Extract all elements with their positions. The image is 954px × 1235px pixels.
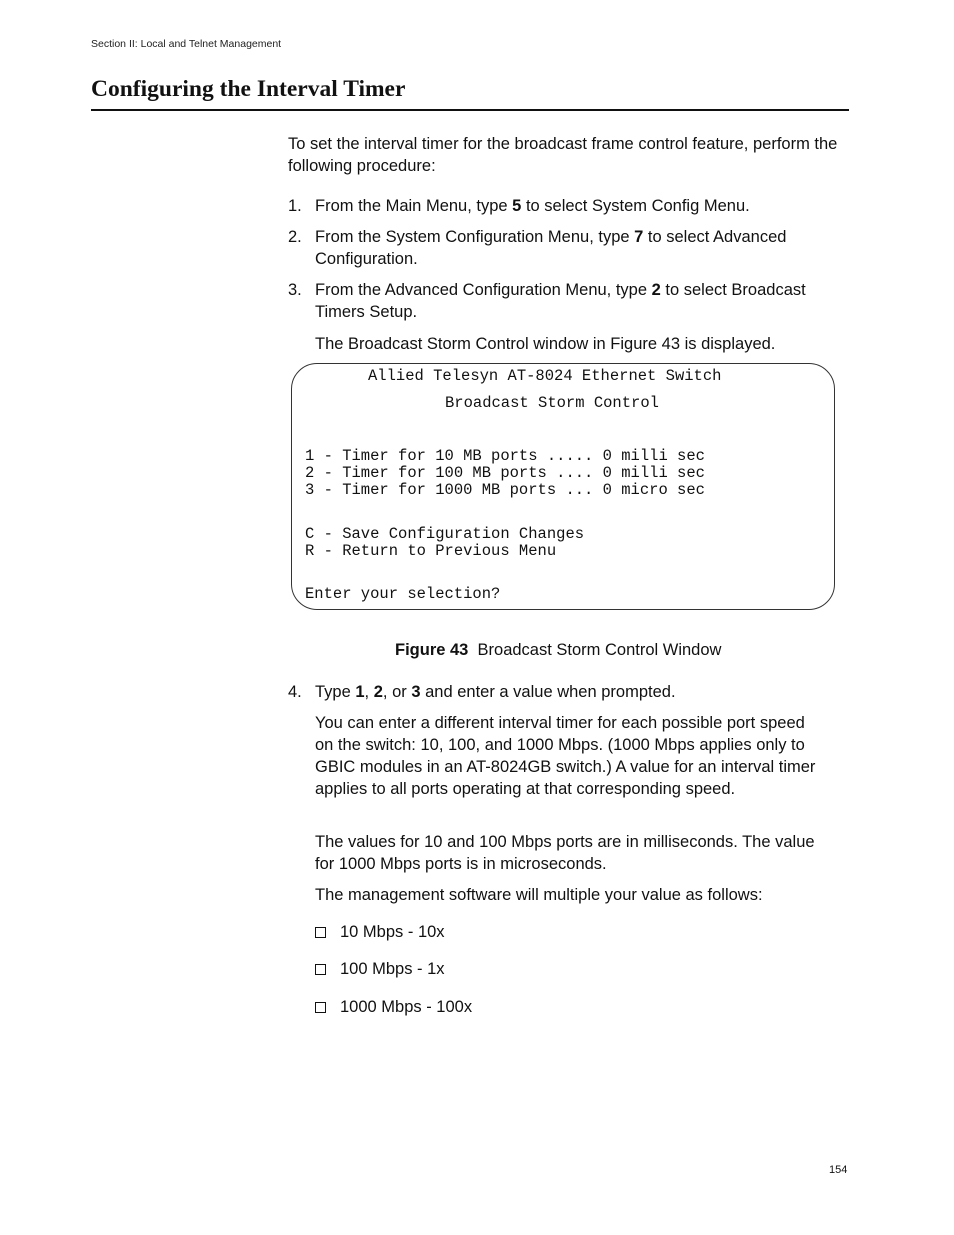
terminal-subtitle: Broadcast Storm Control: [445, 394, 659, 412]
step-1-number: 1.: [288, 197, 302, 215]
section-header: Section II: Local and Telnet Management: [91, 38, 282, 50]
figure-caption-text: Broadcast Storm Control Window: [477, 641, 722, 659]
page-number: 154: [829, 1164, 848, 1176]
step-3-text: From the Advanced Configuration Menu, type 2 to select Broadcast Timers Setup.: [315, 281, 806, 321]
checkbox-bullet-icon: [315, 964, 326, 975]
terminal-option-2: 2 - Timer for 100 MB ports .... 0 milli sec: [305, 464, 705, 482]
step-2-number: 2.: [288, 228, 302, 246]
paragraph-units: The values for 10 and 100 Mbps ports are in milliseconds. The value for 1000 Mbps ports is in microseconds.: [315, 833, 815, 873]
step-2-key: 7: [634, 228, 644, 246]
terminal-title: Allied Telesyn AT-8024 Ethernet Switch: [368, 367, 722, 385]
title-rule: [91, 109, 849, 111]
terminal-save-option: C - Save Configuration Changes: [305, 525, 585, 543]
step-4-number: 4.: [288, 683, 302, 701]
figure-label: Figure 43: [395, 641, 469, 659]
figure-caption: [395, 641, 721, 660]
step-1-key: 5: [512, 197, 522, 215]
step-1-text: From the Main Menu, type 5 to select System Config Menu.: [315, 197, 750, 215]
page-title: Configuring the Interval Timer: [91, 76, 406, 102]
step-3-number: 3.: [288, 281, 302, 299]
step-3-note: The Broadcast Storm Control window in Figure 43 is displayed.: [315, 335, 776, 353]
list-item: 100 Mbps - 1x: [315, 958, 445, 980]
terminal-option-3: 3 - Timer for 1000 MB ports ... 0 micro sec: [305, 481, 705, 499]
list-item: 1000 Mbps - 100x: [315, 996, 472, 1018]
list-item: 10 Mbps - 10x: [315, 921, 445, 943]
step-3-key: 2: [651, 281, 661, 299]
step-4-text: Type 1, 2, or 3 and enter a value when prompted.: [315, 683, 676, 701]
checkbox-bullet-icon: [315, 927, 326, 938]
terminal-window: [291, 363, 835, 610]
intro-paragraph: To set the interval timer for the broadcast frame control feature, perform the following procedure:: [288, 135, 838, 175]
terminal-option-1: 1 - Timer for 10 MB ports ..... 0 milli sec: [305, 447, 705, 465]
terminal-prompt: Enter your selection?: [305, 585, 501, 603]
paragraph-multiplier: The management software will multiple your value as follows:: [315, 886, 763, 904]
paragraph-interval-timers: You can enter a different interval timer for each possible port speed on the switch: 10, 100, and 1000 Mbps. (1000 Mbps applies only to GBIC modules in an AT-8024GB switch.) A value for an interval timer applies to all ports operating at that corresponding speed.: [315, 714, 816, 798]
step-2-text: From the System Configuration Menu, type 7 to select Advanced Configuration.: [315, 228, 787, 268]
checkbox-bullet-icon: [315, 1002, 326, 1013]
terminal-return-option: R - Return to Previous Menu: [305, 542, 557, 560]
